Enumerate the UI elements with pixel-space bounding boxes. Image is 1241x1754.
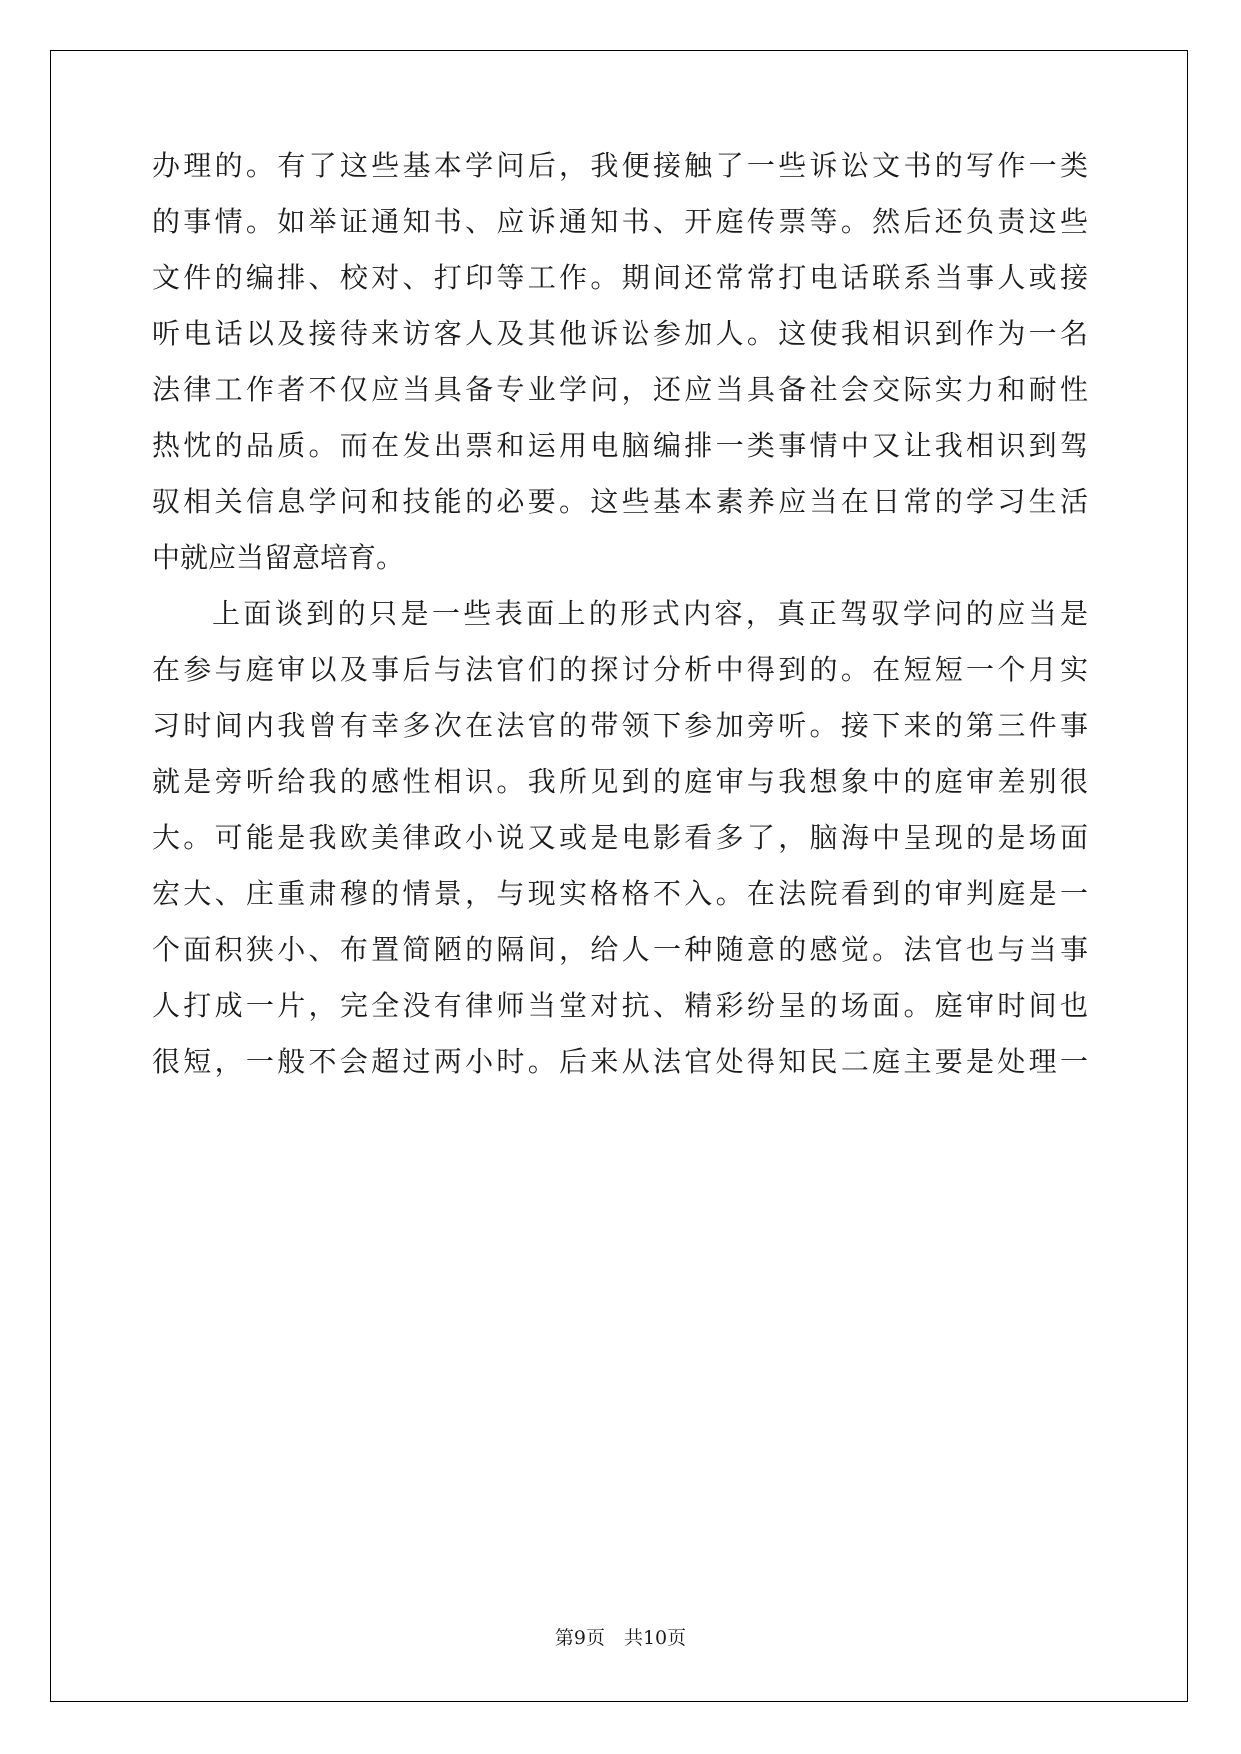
text-line: 在参与庭审以及事后与法官们的探讨分析中得到的。在短短一个月实 bbox=[152, 653, 1088, 686]
text-line: 听电话以及接待来访客人及其他诉讼参加人。这使我相识到作为一名 bbox=[152, 317, 1088, 350]
text-line: 的事情。如举证通知书、应诉通知书、开庭传票等。然后还负责这些 bbox=[152, 205, 1088, 238]
document-body bbox=[152, 149, 1088, 1104]
text-line: 个面积狭小、布置简陋的隔间，给人一种随意的感觉。法官也与当事 bbox=[152, 933, 1088, 966]
text-line: 法律工作者不仅应当具备专业学问，还应当具备社会交际实力和耐性 bbox=[152, 373, 1088, 406]
text-line: 人打成一片，完全没有律师当堂对抗、精彩纷呈的场面。庭审时间也 bbox=[152, 989, 1088, 1022]
text-line: 就是旁听给我的感性相识。我所见到的庭审与我想象中的庭审差别很 bbox=[152, 765, 1088, 798]
text-line: 大。可能是我欧美律政小说又或是电影看多了，脑海中呈现的是场面 bbox=[152, 821, 1088, 854]
text-line: 办理的。有了这些基本学问后，我便接触了一些诉讼文书的写作一类 bbox=[152, 149, 1088, 182]
paragraph-first-line: 上面谈到的只是一些表面上的形式内容，真正驾驭学问的应当是 bbox=[212, 597, 1088, 630]
text-line: 驭相关信息学问和技能的必要。这些基本素养应当在日常的学习生活 bbox=[152, 485, 1088, 518]
text-line: 中就应当留意培育。 bbox=[152, 541, 405, 574]
text-line: 文件的编排、校对、打印等工作。期间还常常打电话联系当事人或接 bbox=[152, 261, 1088, 294]
page-number-footer: 第9页 共10页 bbox=[554, 1627, 687, 1649]
text-line: 很短，一般不会超过两小时。后来从法官处得知民二庭主要是处理一 bbox=[152, 1045, 1088, 1078]
text-line: 宏大、庄重肃穆的情景，与现实格格不入。在法院看到的审判庭是一 bbox=[152, 877, 1088, 910]
text-line: 习时间内我曾有幸多次在法官的带领下参加旁听。接下来的第三件事 bbox=[152, 709, 1088, 742]
text-line: 热忱的品质。而在发出票和运用电脑编排一类事情中又让我相识到驾 bbox=[152, 429, 1088, 462]
